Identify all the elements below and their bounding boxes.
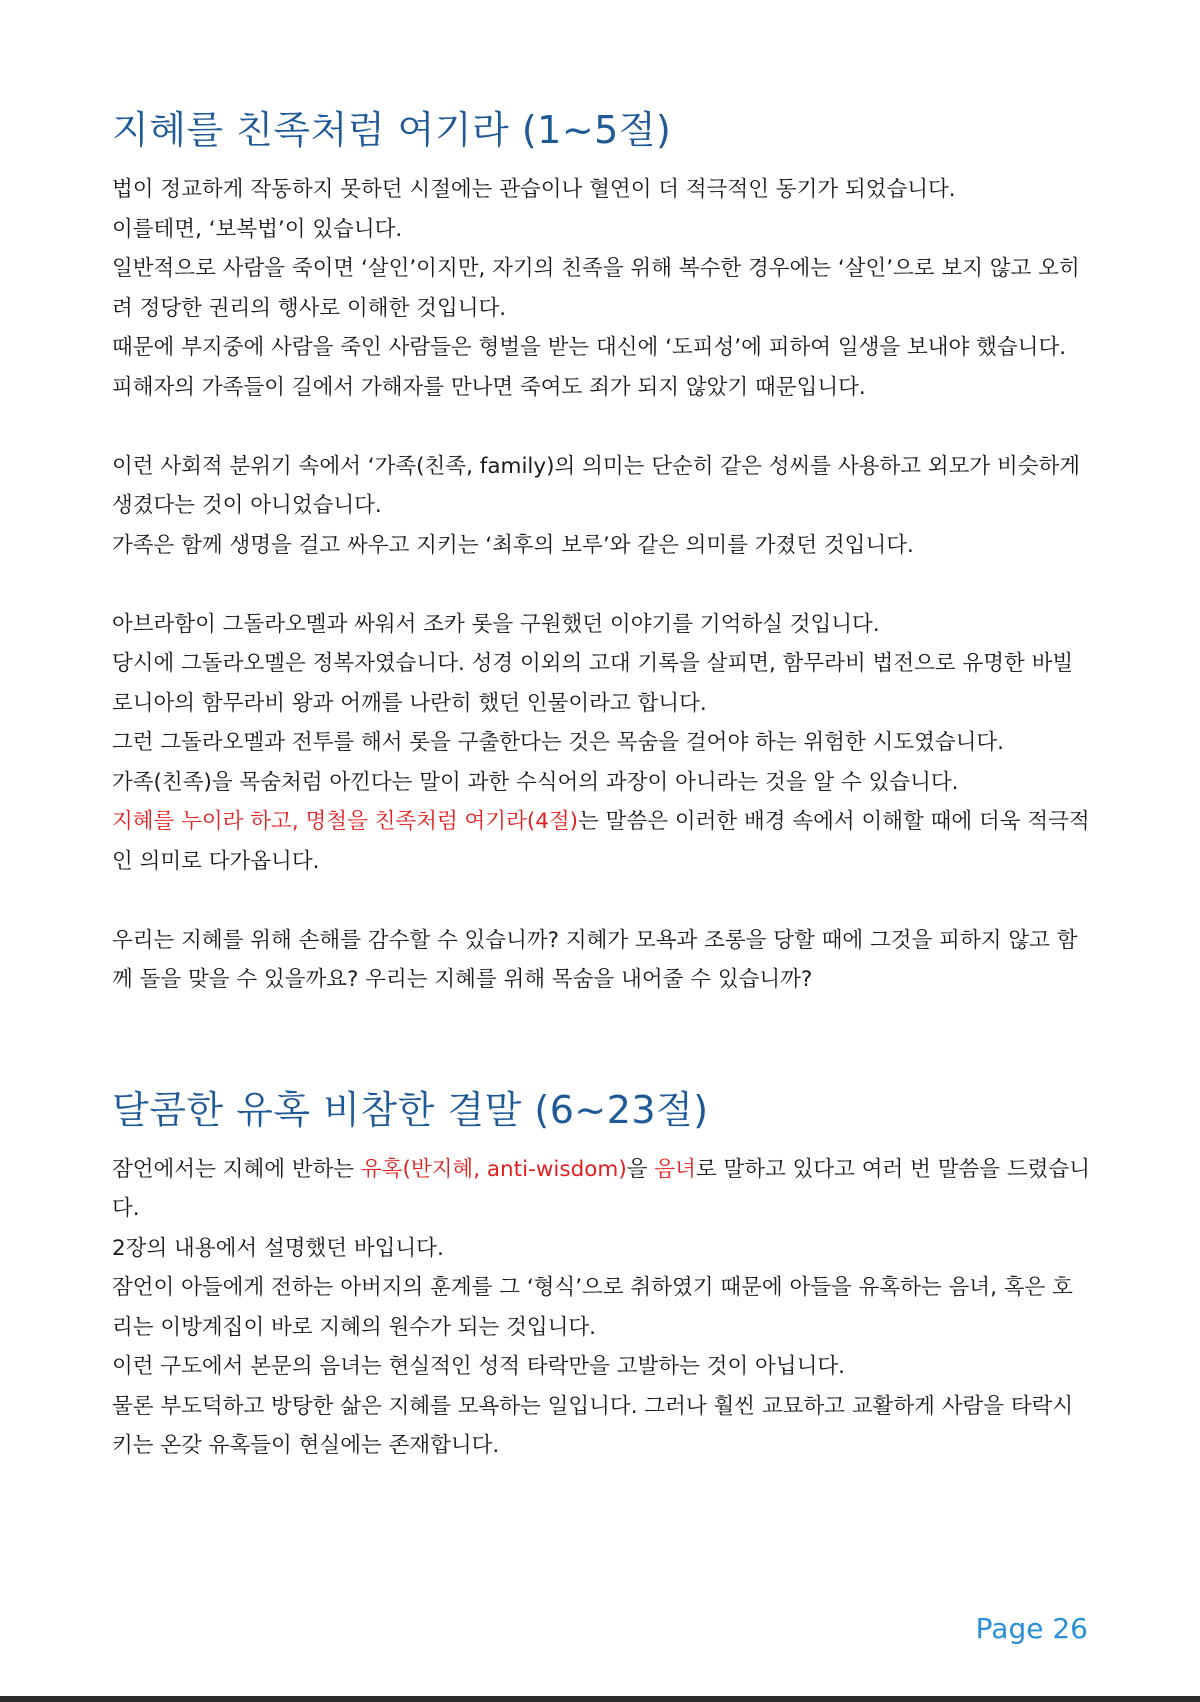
paragraph: 이런 구도에서 본문의 음녀는 현실적인 성적 타락만을 고발하는 것이 아닙니다. [112, 1354, 845, 1379]
highlight-red-adulteress: 음녀 [654, 1156, 696, 1182]
highlight-paragraph [112, 802, 1092, 881]
paragraph: 잠언이 아들에게 전하는 아버지의 훈계를 그 ‘형식’으로 취하였기 때문에 아들을 유혹하는 음녀, 혹은 호리는 이방계집이 바로 지혜의 원수가 되는 것입니다. [112, 1275, 1073, 1340]
paragraph-spacer [112, 881, 1092, 921]
page-content [112, 100, 1092, 1466]
highlight-rest-text: 는 말씀은 이러한 배경 속에서 이해할 때에 더욱 적극적인 의미로 다가옵니다. [112, 809, 1090, 874]
paragraph: 이를테면, ‘보복법’이 있습니다. [112, 216, 403, 242]
paragraph: 2장의 내용에서 설명했던 바입니다. [112, 1235, 444, 1261]
intro-text-after: 로 말하고 있다고 여러 번 말씀을 드렸습니다. [112, 1156, 1090, 1221]
paragraph: 일반적으로 사람을 죽이면 ‘살인’이지만, 자기의 친족을 위해 복수한 경우에는 ‘살인’으로 보지 않고 오히려 정당한 권리의 행사로 이해한 것입니다. [112, 256, 1080, 321]
paragraph: 때문에 부지중에 사람을 죽인 사람들은 형벌을 받는 대신에 ‘도피성’에 피하여 일생을 보내야 했습니다. [112, 335, 1067, 360]
highlight-red-text: 지혜를 누이라 하고, 명철을 친족처럼 여기라(4절) [112, 809, 579, 834]
paragraph: 가족(친족)을 목숨처럼 아낀다는 말이 과한 수식어의 과장이 아니라는 것을 알 수 있습니다. [112, 769, 959, 795]
paragraph-spacer [112, 565, 1092, 605]
paragraph: 피해자의 가족들이 길에서 가해자를 만나면 죽여도 죄가 되지 않았기 때문입니다. [112, 374, 866, 400]
paragraph: 가족은 함께 생명을 걸고 싸우고 지키는 ‘최후의 보루’와 같은 의미를 가졌던 것입니다. [112, 532, 914, 558]
intro-paragraph [112, 1150, 1092, 1229]
section-spacer [112, 1000, 1092, 1080]
intro-text-middle: 을 [626, 1156, 655, 1182]
section-title-2: 달콤한 유혹 비참한 결말 (6~23절) [112, 1087, 709, 1132]
bottom-border [0, 1696, 1200, 1702]
paragraph-spacer [112, 407, 1092, 447]
paragraph: 물론 부도덕하고 방탕한 삶은 지혜를 모욕하는 일입니다. 그러나 훨씬 교묘하고 교활하게 사람을 타락시키는 온갖 유혹들이 현실에는 존재합니다. [112, 1393, 1074, 1458]
intro-text-before: 잠언에서는 지혜에 반하는 [112, 1156, 361, 1182]
paragraph: 이런 사회적 분위기 속에서 ‘가족(친족, family)의 의미는 단순히 같은 성씨를 사용하고 외모가 비슷하게 생겼다는 것이 아니었습니다. [112, 453, 1081, 518]
paragraph: 법이 정교하게 작동하지 못하던 시절에는 관습이나 혈연이 더 적극적인 동기가 되었습니다. [112, 177, 956, 202]
page-number: Page 26 [975, 1612, 1088, 1645]
section-title-1: 지혜를 친족처럼 여기라 (1~5절) [112, 108, 672, 152]
highlight-red-temptation: 유혹(반지혜, anti-wisdom) [360, 1156, 627, 1182]
paragraph: 그런 그돌라오멜과 전투를 해서 롯을 구출한다는 것은 목숨을 걸어야 하는 위험한 시도였습니다. [112, 730, 1005, 755]
closing-paragraph: 우리는 지혜를 위해 손해를 감수할 수 있습니까? 지혜가 모욕과 조롱을 당할 때에 그것을 피하지 않고 함께 돌을 맞을 수 있을까요? 우리는 지혜를 위해 목숨을 내어줄 수 있습니까? [112, 927, 1078, 992]
paragraph: 당시에 그돌라오멜은 정복자였습니다. 성경 이외의 고대 기록을 살피면, 함무라비 법전으로 유명한 바빌로니아의 함무라비 왕과 어깨를 나란히 했던 인물이라고 합니다. [112, 651, 1074, 716]
paragraph: 아브라함이 그돌라오멜과 싸워서 조카 롯을 구원했던 이야기를 기억하실 것입니다. [112, 611, 880, 637]
